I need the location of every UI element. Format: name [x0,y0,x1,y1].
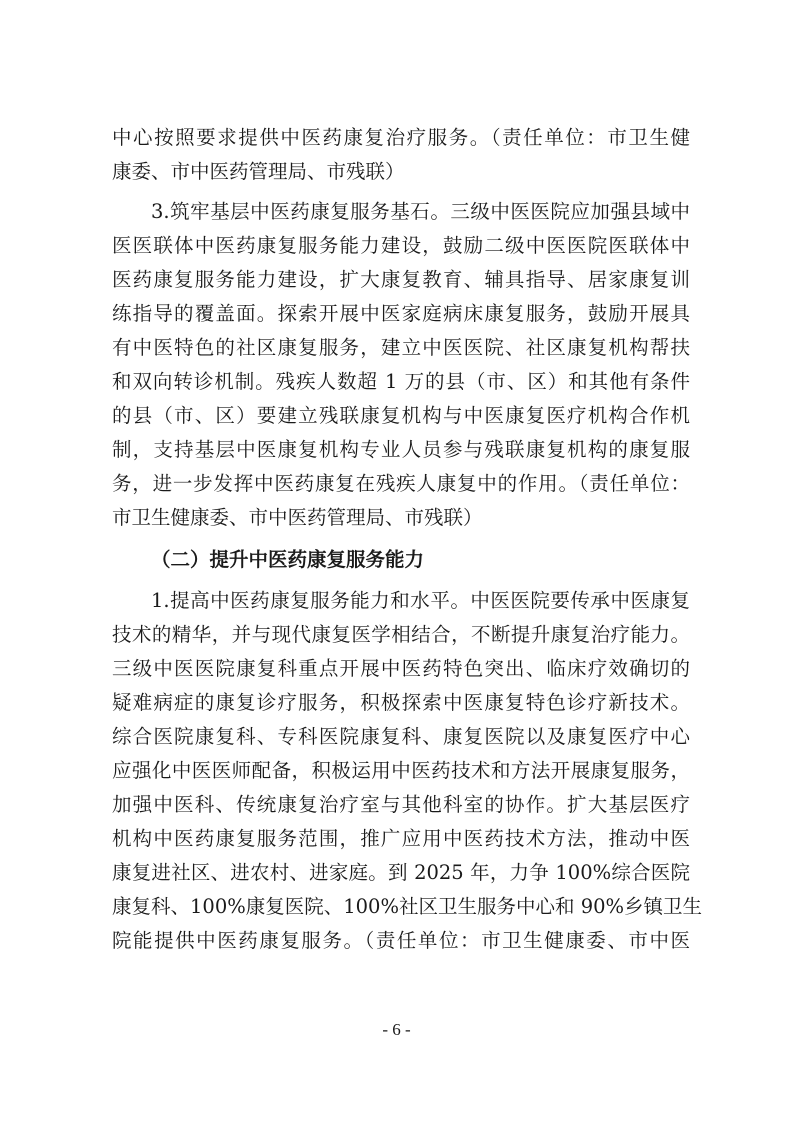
body-text-line: 机构中医药康复服务范围，推广应用中医药技术方法，推动中医 [112,827,690,850]
section-heading: （二）提升中医药康复服务能力 [151,548,425,571]
body-text-line: 综合医院康复科、专科医院康复科、康复医院以及康复医疗中心 [112,725,690,748]
body-text-line: 康委、市中医药管理局、市残联） [112,160,405,183]
body-text-line: 市卫生健康委、市中医药管理局、市残联） [112,506,483,529]
body-text-line: 和双向转诊机制。残疾人数超 1 万的县（市、区）和其他有条件 [112,370,690,393]
page-number: - 6 - [382,1020,411,1039]
body-text-line: 有中医特色的社区康复服务，建立中医医院、社区康复机构帮扶 [112,336,690,359]
body-text-line: 康复科、100%康复医院、100%社区卫生服务中心和 90%乡镇卫生 [112,895,703,918]
body-text-line: 练指导的覆盖面。探索开展中医家庭病床康复服务，鼓励开展具 [112,302,690,325]
body-text-line: 的县（市、区）要建立残联康复机构与中医康复医疗机构合作机 [112,404,690,427]
body-text-line: 医医联体中医药康复服务能力建设，鼓励二级中医医院医联体中 [112,234,690,257]
body-text-line: 三级中医医院康复科重点开展中医药特色突出、临床疗效确切的 [112,657,690,680]
body-text-line: 制，支持基层中医康复机构专业人员参与残联康复机构的康复服 [112,438,690,461]
body-text-line: 加强中医科、传统康复治疗室与其他科室的协作。扩大基层医疗 [112,793,690,816]
body-text-line: 院能提供中医药康复服务。（责任单位：市卫生健康委、市中医 [112,929,690,952]
body-text-line: 技术的精华，并与现代康复医学相结合，不断提升康复治疗能力。 [112,623,690,646]
body-text-line: 中心按照要求提供中医药康复治疗服务。（责任单位：市卫生健 [112,126,690,149]
body-text-line: 医药康复服务能力建设，扩大康复教育、辅具指导、居家康复训 [112,268,690,291]
body-text-line: 疑难病症的康复诊疗服务，积极探索中医康复特色诊疗新技术。 [112,691,690,714]
body-text-line: 务，进一步发挥中医药康复在残疾人康复中的作用。（责任单位： [112,472,690,495]
body-text-line: 康复进社区、进农村、进家庭。到 2025 年，力争 100%综合医院 [112,861,690,884]
body-text-line: 应强化中医医师配备，积极运用中医药技术和方法开展康复服务， [112,759,690,782]
body-text-line: 1.提高中医药康复服务能力和水平。中医医院要传承中医康复 [151,589,690,612]
body-text-line: 3.筑牢基层中医药康复服务基石。三级中医医院应加强县域中 [151,200,690,223]
